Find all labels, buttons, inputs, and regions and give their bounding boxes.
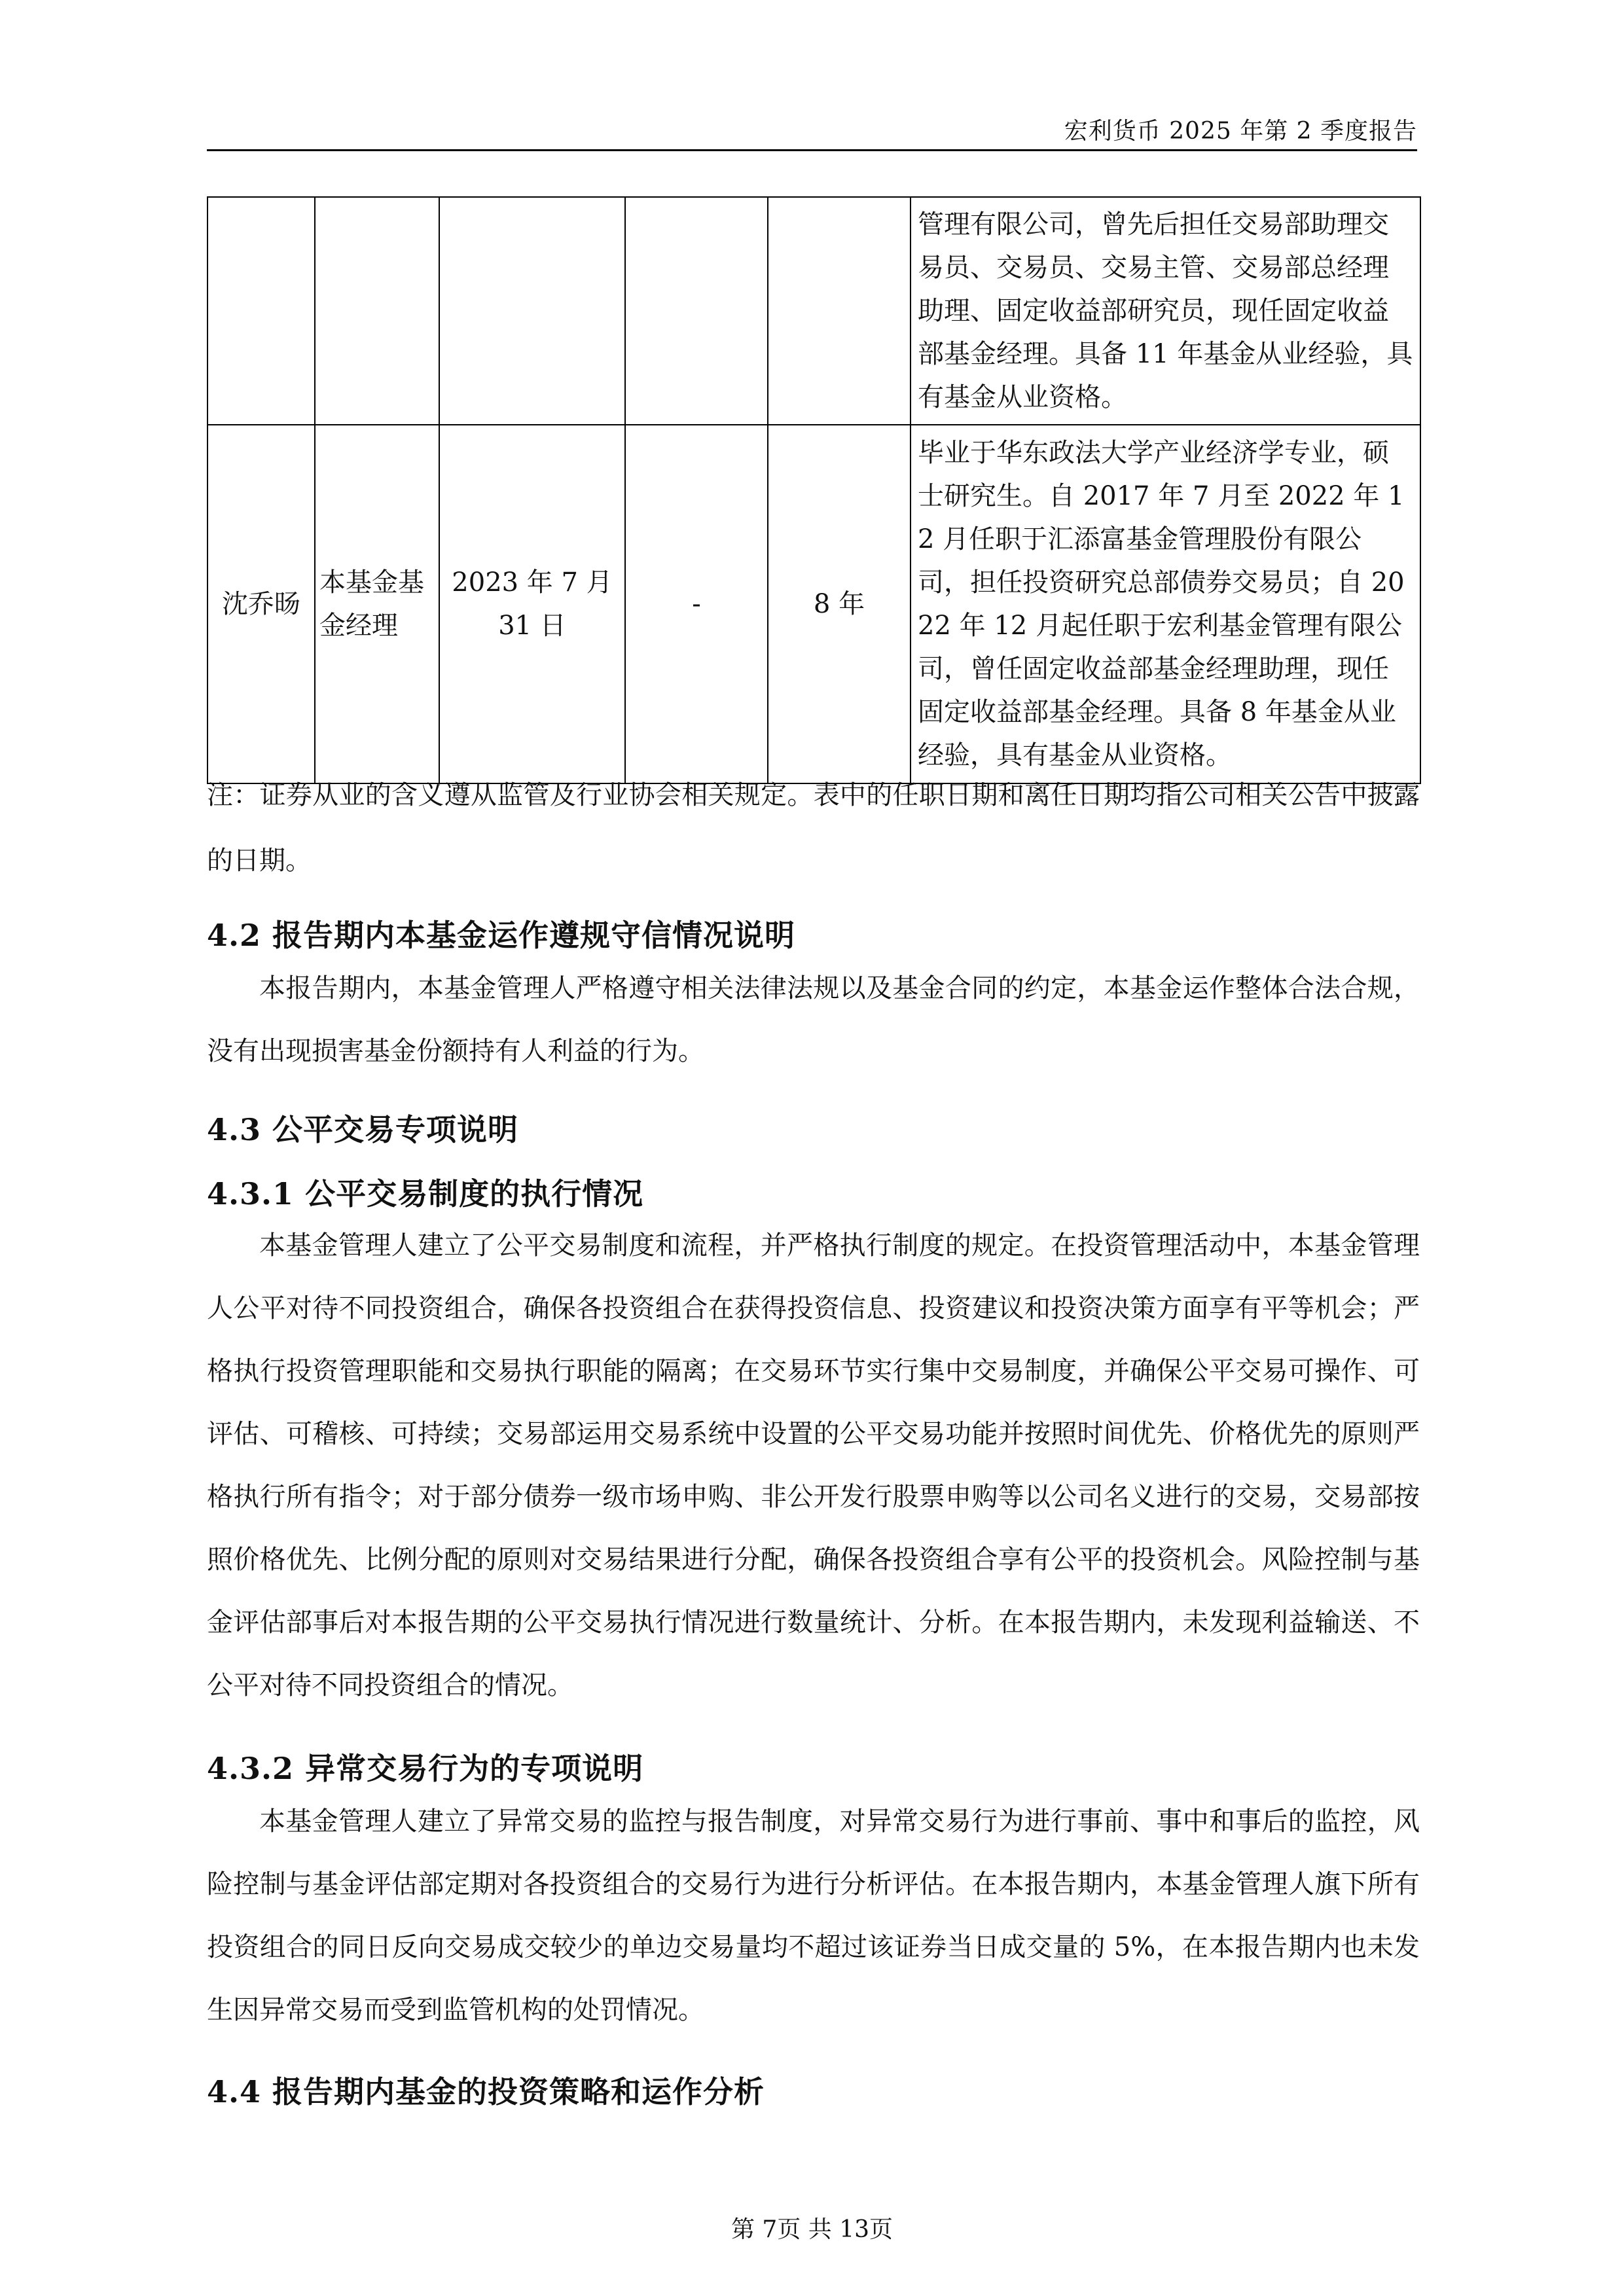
page-header-title: 宏利货币 2025 年第 2 季度报告 xyxy=(1064,118,1417,145)
fund-manager-table xyxy=(207,196,1421,784)
section-heading-4-3: 4.3 公平交易专项说明 xyxy=(207,1112,519,1147)
section-heading-4-4: 4.4 报告期内基金的投资策略和运作分析 xyxy=(207,2074,765,2109)
section-body-4-3-2: 本基金管理人建立了异常交易的监控与报告制度，对异常交易行为进行事前、事中和事后的监控，风险控制与基金评估部定期对各投资组合的交易行为进行分析评估。在本报告期内，本基金管理人旗下所有投资组合的同日反向交易成交较少的单边交易量均不超过该证券当日成交量的 5%，在本报告期内也未发生因异常交易而受到监管机构的处罚情况。 xyxy=(207,1806,1420,2025)
cell-name xyxy=(208,197,315,425)
cell-end-date xyxy=(625,197,768,425)
section-heading-4-3-1: 4.3.1 公平交易制度的执行情况 xyxy=(207,1176,644,1211)
table-row xyxy=(208,425,1420,783)
cell-start-date xyxy=(439,197,625,425)
cell-end-date: - xyxy=(625,425,768,783)
table-row xyxy=(208,197,1420,425)
section-heading-4-3-2: 4.3.2 异常交易行为的专项说明 xyxy=(207,1751,644,1786)
cell-years xyxy=(768,197,911,425)
cell-name: 沈乔旸 xyxy=(208,425,315,783)
cell-start-date: 2023 年 7 月 31 日 xyxy=(439,425,625,783)
page-number: 第 7页 共 13页 xyxy=(731,2216,893,2243)
header-divider xyxy=(207,149,1417,151)
cell-years: 8 年 xyxy=(768,425,911,783)
cell-description: 管理有限公司，曾先后担任交易部助理交易员、交易员、交易主管、交易部总经理助理、固定收益部研究员，现任固定收益部基金经理。具备 11 年基金从业经验，具有基金从业资格。 xyxy=(911,197,1420,425)
section-body-4-2: 本报告期内，本基金管理人严格遵守相关法律法规以及基金合同的约定，本基金运作整体合法合规，没有出现损害基金份额持有人利益的行为。 xyxy=(207,973,1420,1066)
cell-position xyxy=(315,197,439,425)
cell-position: 本基金基金经理 xyxy=(315,425,439,783)
table-note: 注：证券从业的含义遵从监管及行业协会相关规定。表中的任职日期和离任日期均指公司相关公告中披露的日期。 xyxy=(207,780,1420,876)
cell-description: 毕业于华东政法大学产业经济学专业，硕士研究生。自 2017 年 7 月至 2022 年 12 月任职于汇添富基金管理股份有限公司，担任投资研究总部债券交易员；自 2022 年 12 月起任职于宏利基金管理有限公司，曾任固定收益部基金经理助理，现任固定收益部基金经理。具备 8 年基金从业经验，具有基金从业资格。 xyxy=(911,425,1420,783)
section-heading-4-2: 4.2 报告期内本基金运作遵规守信情况说明 xyxy=(207,918,796,953)
section-body-4-3-1: 本基金管理人建立了公平交易制度和流程，并严格执行制度的规定。在投资管理活动中，本基金管理人公平对待不同投资组合，确保各投资组合在获得投资信息、投资建议和投资决策方面享有平等机会；严格执行投资管理职能和交易执行职能的隔离；在交易环节实行集中交易制度，并确保公平交易可操作、可评估、可稽核、可持续；交易部运用交易系统中设置的公平交易功能并按照时间优先、价格优先的原则严格执行所有指令；对于部分债券一级市场申购、非公开发行股票申购等以公司名义进行的交易，交易部按照价格优先、比例分配的原则对交易结果进行分配，确保各投资组合享有公平的投资机会。风险控制与基金评估部事后对本报告期的公平交易执行情况进行数量统计、分析。在本报告期内，未发现利益输送、不公平对待不同投资组合的情况。 xyxy=(207,1230,1420,1700)
